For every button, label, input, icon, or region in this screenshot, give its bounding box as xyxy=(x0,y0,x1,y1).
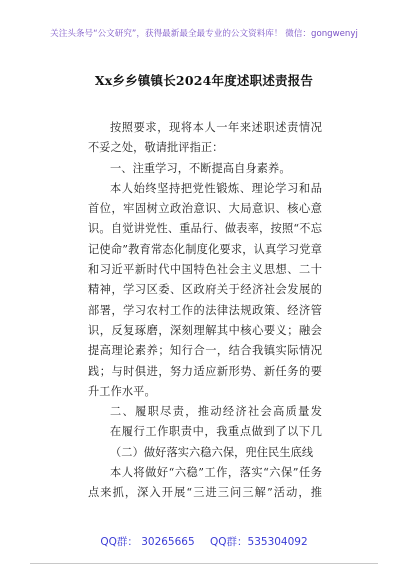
paragraph-line: 和习近平新时代中国特色社会主义思想、二十 xyxy=(88,263,322,277)
footer xyxy=(0,534,408,549)
document-body xyxy=(88,118,322,504)
paragraph-line: 识，反复琢磨，深刻理解其中核心要义；融会 xyxy=(88,323,322,337)
paragraph-line: 提高理论素养；知行合一，结合我镇实际情况 xyxy=(88,344,322,358)
paragraph-line: 升工作水平。 xyxy=(88,384,156,398)
paragraph-line: 本人将做好“六稳”工作，落实“六保”任务 xyxy=(110,466,322,480)
paragraph-line: 践；与时俱进，努力适应新形势、新任务的要 xyxy=(88,364,322,378)
paragraph-line: 不妥之处，敬请批评指正： xyxy=(88,141,224,155)
paragraph-line: 一、注重学习，不断提高自身素养。 xyxy=(110,161,291,175)
footer-qq-group-2: QQ群：535304092 xyxy=(210,536,308,548)
footer-divider xyxy=(30,563,378,564)
header-banner: 关注头条号“公文研究”，获得最新最全最专业的公文资料库！ 微信：gongwenyj xyxy=(50,29,358,39)
paragraph-line: 精神，学习区委、区政府关于经济社会发展的 xyxy=(88,283,322,297)
paragraph-line: 按照要求，现将本人一年来述职述责情况 xyxy=(110,121,322,134)
paragraph-line: 本人始终坚持把党性锻炼、理论学习和品 xyxy=(110,181,322,195)
paragraph-line: 识。自觉讲党性、重品行、做表率，按照“不忘 xyxy=(88,222,322,236)
paragraph-line: 在履行工作职责中，我重点做到了以下几 xyxy=(110,425,322,439)
paragraph-line: 点来抓，深入开展“三进三问三解”活动，推 xyxy=(88,486,322,500)
paragraph-line: 部署，学习农村工作的法律法规政策、经济管 xyxy=(88,303,322,317)
paragraph-line: 首位，牢固树立政治意识、大局意识、核心意 xyxy=(88,202,322,216)
paragraph-line: 二、履职尽责，推动经济社会高质量发 xyxy=(110,405,322,419)
paragraph-line: 记使命”教育常态化制度化要求，认真学习党章 xyxy=(88,242,322,256)
paragraph-line: （二）做好落实六稳六保，兜住民生底线 xyxy=(110,445,314,459)
footer-qq-group-1: QQ群： 30265665 xyxy=(100,536,195,548)
document-title: Xx乡乡镇镇长2024年度述职述责报告 xyxy=(94,73,314,88)
